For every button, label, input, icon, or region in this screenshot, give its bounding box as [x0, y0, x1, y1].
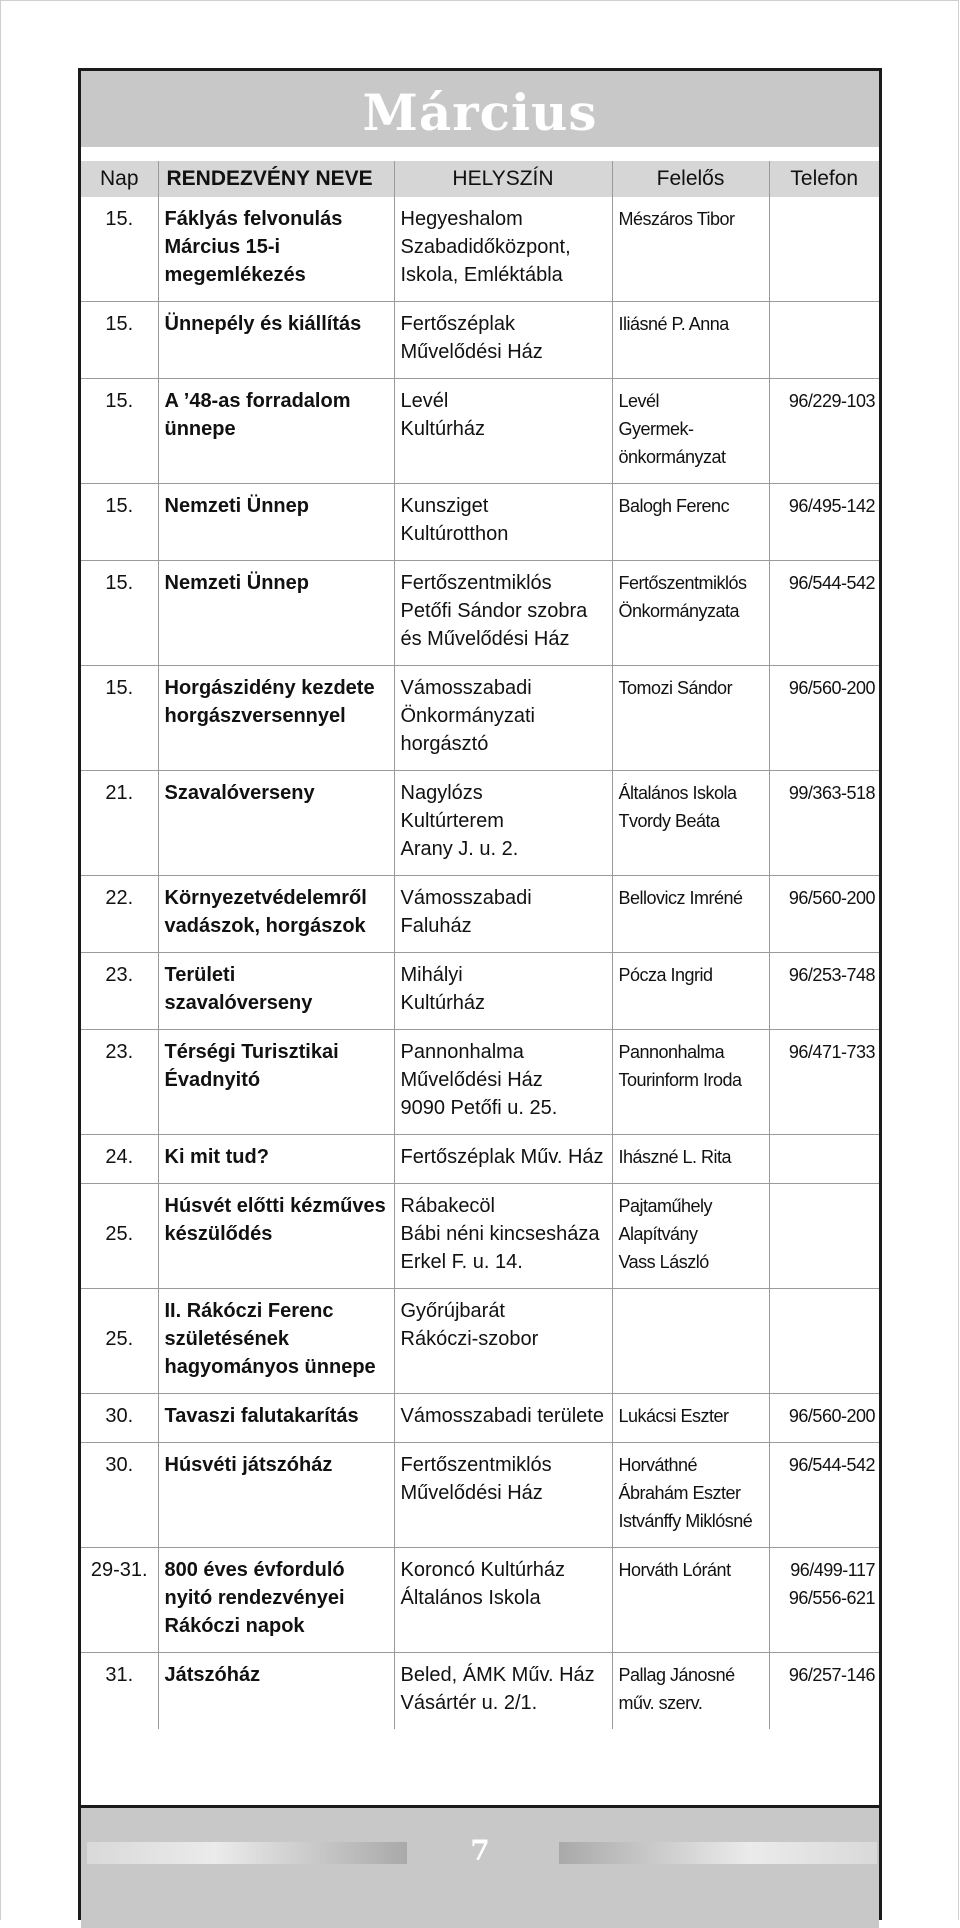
cell-event-name: Ki mit tud? — [158, 1135, 394, 1184]
cell-phone — [769, 1135, 879, 1184]
cell-phone: 96/560-200 — [769, 876, 879, 953]
cell-event-name: Húsvéti játszóház — [158, 1443, 394, 1548]
cell-event-name: II. Rákóczi Ferenc születésének hagyományos ünnepe — [158, 1289, 394, 1394]
cell-location: Mihályi Kultúrház — [394, 953, 612, 1030]
cell-location: Hegyeshalom Szabadidőközpont, Iskola, Emléktábla — [394, 197, 612, 302]
cell-day: 22. — [81, 876, 158, 953]
cell-phone: 96/560-200 — [769, 1394, 879, 1443]
cell-phone — [769, 1289, 879, 1394]
cell-day: 21. — [81, 771, 158, 876]
cell-location: Fertőszentmiklós Művelődési Ház — [394, 1443, 612, 1548]
cell-event-name: Környezetvédelemről vadászok, horgászok — [158, 876, 394, 953]
cell-responsible: Horváthné Ábrahám Eszter Istvánffy Miklósné — [612, 1443, 769, 1548]
cell-event-name: Tavaszi falutakarítás — [158, 1394, 394, 1443]
table-row — [81, 953, 879, 1030]
table-row — [81, 771, 879, 876]
cell-phone: 99/363-518 — [769, 771, 879, 876]
table-row — [81, 1030, 879, 1135]
cell-event-name: Területi szavalóverseny — [158, 953, 394, 1030]
cell-responsible: Pajtaműhely Alapítvány Vass László — [612, 1184, 769, 1289]
table-row — [81, 379, 879, 484]
cell-responsible: Mészáros Tibor — [612, 197, 769, 302]
cell-day: 23. — [81, 953, 158, 1030]
table-row — [81, 302, 879, 379]
table-row — [81, 1394, 879, 1443]
cell-day: 15. — [81, 484, 158, 561]
cell-event-name: Játszóház — [158, 1653, 394, 1730]
cell-location: Győrújbarát Rákóczi-szobor — [394, 1289, 612, 1394]
cell-day: 15. — [81, 302, 158, 379]
cell-event-name: Horgászidény kezdete horgászversennyel — [158, 666, 394, 771]
cell-phone — [769, 197, 879, 302]
cell-event-name: Térségi Turisztikai Évadnyitó — [158, 1030, 394, 1135]
cell-phone: 96/560-200 — [769, 666, 879, 771]
cell-day: 25. — [81, 1184, 158, 1289]
cell-location: Fertőszéplak Művelődési Ház — [394, 302, 612, 379]
cell-location: Rábakecöl Bábi néni kincsesháza Erkel F. u. 14. — [394, 1184, 612, 1289]
cell-responsible: Általános Iskola Tvordy Beáta — [612, 771, 769, 876]
cell-responsible: Levél Gyermek- önkormányzat — [612, 379, 769, 484]
cell-event-name: Ünnepély és kiállítás — [158, 302, 394, 379]
cell-event-name: Húsvét előtti kézműves készülődés — [158, 1184, 394, 1289]
footer-bar — [81, 1805, 879, 1928]
cell-location: Fertőszentmiklós Petőfi Sándor szobra és Művelődési Ház — [394, 561, 612, 666]
month-title: Március — [362, 82, 598, 142]
table-row — [81, 484, 879, 561]
table-row — [81, 1184, 879, 1289]
cell-location: Nagylózs Kultúrterem Arany J. u. 2. — [394, 771, 612, 876]
cell-day: 15. — [81, 379, 158, 484]
cell-day: 24. — [81, 1135, 158, 1184]
cell-responsible: Fertőszentmiklós Önkormányzata — [612, 561, 769, 666]
cell-location: Pannonhalma Művelődési Ház 9090 Petőfi u. 25. — [394, 1030, 612, 1135]
cell-location: Koroncó Kultúrház Általános Iskola — [394, 1548, 612, 1653]
header-phone: Telefon — [769, 161, 879, 197]
cell-phone — [769, 1184, 879, 1289]
cell-day: 15. — [81, 561, 158, 666]
cell-day: 23. — [81, 1030, 158, 1135]
cell-phone: 96/544-542 — [769, 1443, 879, 1548]
cell-day: 25. — [81, 1289, 158, 1394]
header-responsible: Felelős — [612, 161, 769, 197]
page-number: 7 — [470, 1834, 490, 1867]
cell-phone: 96/499-117 96/556-621 — [769, 1548, 879, 1653]
cell-day: 31. — [81, 1653, 158, 1730]
table-row — [81, 1135, 879, 1184]
cell-responsible: Ihászné L. Rita — [612, 1135, 769, 1184]
cell-event-name: A ’48-as forradalom ünnepe — [158, 379, 394, 484]
cell-phone: 96/544-542 — [769, 561, 879, 666]
cell-responsible: Pannonhalma Tourinform Iroda — [612, 1030, 769, 1135]
cell-day: 15. — [105, 208, 134, 230]
cell-location: Kunsziget Kultúrotthon — [394, 484, 612, 561]
cell-phone: 96/257-146 — [769, 1653, 879, 1730]
cell-event-name: 800 éves évforduló nyitó rendezvényei Rákóczi napok — [158, 1548, 394, 1653]
table-row — [81, 1443, 879, 1548]
title-bar — [81, 71, 879, 147]
table-header — [81, 161, 879, 197]
cell-location: Vámosszabadi területe — [394, 1394, 612, 1443]
table-body — [81, 197, 879, 1729]
cell-phone: 96/495-142 — [769, 484, 879, 561]
table-row — [81, 1289, 879, 1394]
table-row — [81, 1653, 879, 1730]
cell-event-name: Fáklyás felvonulás Március 15-i megemlékezés — [158, 197, 394, 302]
cell-location: Fertőszéplak Műv. Ház — [394, 1135, 612, 1184]
cell-event-name: Nemzeti Ünnep — [158, 561, 394, 666]
cell-event-name: Nemzeti Ünnep — [158, 484, 394, 561]
table-row — [81, 1548, 879, 1653]
cell-day: 29-31. — [81, 1548, 158, 1653]
cell-day: 15. — [81, 666, 158, 771]
cell-phone: 96/253-748 — [769, 953, 879, 1030]
cell-responsible: Iliásné P. Anna — [612, 302, 769, 379]
table-row — [81, 876, 879, 953]
table-row — [81, 197, 879, 302]
cell-location: Beled, ÁMK Műv. Ház Vásártér u. 2/1. — [394, 1653, 612, 1730]
events-table — [81, 161, 879, 1729]
header-day: Nap — [99, 167, 139, 190]
header-event-name: RENDEZVÉNY NEVE — [158, 161, 394, 197]
cell-responsible: Horváth Lóránt — [612, 1548, 769, 1653]
cell-responsible: Pallag Jánosné műv. szerv. — [612, 1653, 769, 1730]
cell-responsible: Lukácsi Eszter — [612, 1394, 769, 1443]
cell-responsible: Pócza Ingrid — [612, 953, 769, 1030]
calendar-page — [78, 68, 882, 1920]
cell-day: 30. — [81, 1394, 158, 1443]
header-location: HELYSZÍN — [394, 161, 612, 197]
cell-day: 30. — [81, 1443, 158, 1548]
cell-responsible: Tomozi Sándor — [612, 666, 769, 771]
table-row — [81, 666, 879, 771]
cell-responsible — [612, 1289, 769, 1394]
cell-phone: 96/471-733 — [769, 1030, 879, 1135]
cell-phone — [769, 302, 879, 379]
table-row — [81, 561, 879, 666]
cell-location: Vámosszabadi Önkormányzati horgásztó — [394, 666, 612, 771]
cell-event-name: Szavalóverseny — [158, 771, 394, 876]
cell-location: Vámosszabadi Faluház — [394, 876, 612, 953]
cell-location: Levél Kultúrház — [394, 379, 612, 484]
cell-responsible: Balogh Ferenc — [612, 484, 769, 561]
cell-phone: 96/229-103 — [769, 379, 879, 484]
cell-responsible: Bellovicz Imréné — [612, 876, 769, 953]
